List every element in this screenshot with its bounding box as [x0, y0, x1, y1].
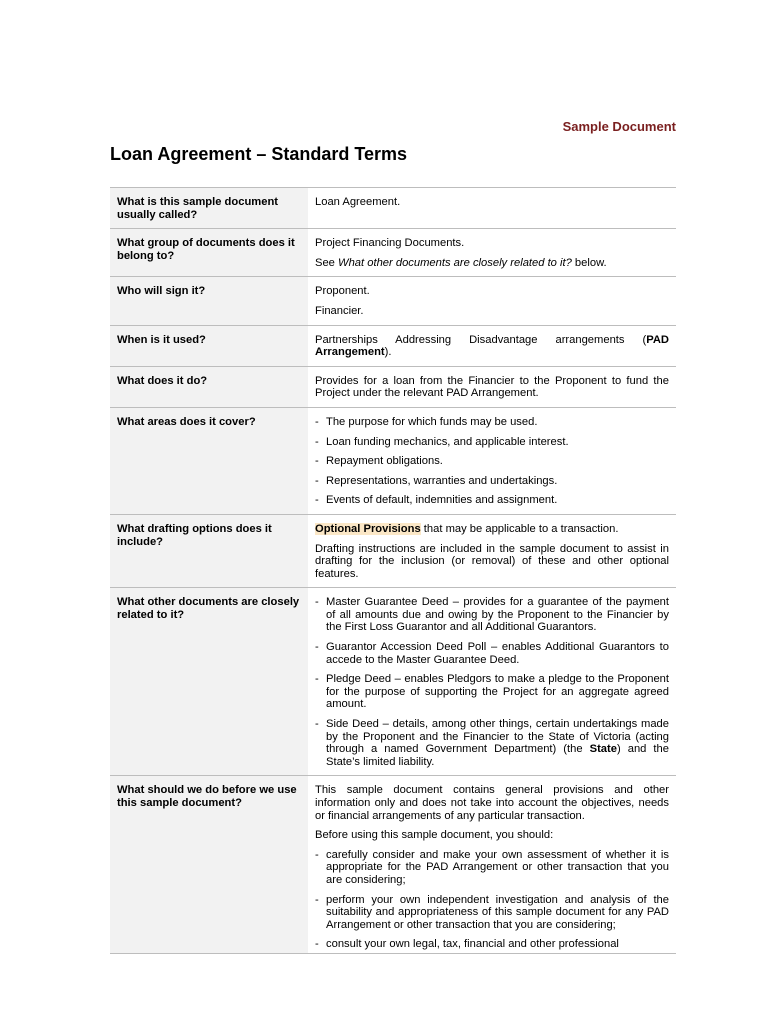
answer-text: Loan Agreement.: [315, 196, 401, 208]
row-question: When is it used?: [110, 325, 308, 366]
list-item: - carefully consider and make your own assessment of whether it is appropriate for the PAD Arrangement or other transaction that you are considering;: [315, 849, 669, 887]
row-answer: [308, 588, 676, 776]
sample-document-label: Sample Document: [562, 119, 676, 134]
row-answer: [308, 277, 676, 325]
question-text: What should we do before we use this sample document?: [117, 784, 297, 809]
related-documents-list: [315, 596, 669, 768]
row-question: Who will sign it?: [110, 277, 308, 325]
table-row: [110, 407, 676, 514]
list-item: - The purpose for which funds may be used.: [315, 416, 669, 429]
list-item: - Repayment obligations.: [315, 455, 669, 468]
list-item: - Pledge Deed – enables Pledgors to make a pledge to the Proponent for the purpose of supporting the Project for an aggregate agreed amount.: [315, 673, 669, 711]
table-row: [110, 325, 676, 366]
list-item: - Loan funding mechanics, and applicable interest.: [315, 436, 669, 449]
answer-text: [315, 257, 669, 270]
table-row: [110, 229, 676, 277]
row-question: What other documents are closely related to it?: [110, 588, 308, 776]
row-answer: [308, 776, 676, 954]
answer-text-part: below.: [571, 256, 607, 269]
answer-text: [315, 334, 669, 359]
answer-text: Project Financing Documents.: [315, 237, 465, 250]
answer-text-part: that may be applicable to a transaction.: [420, 522, 619, 535]
row-question: What drafting options does it include?: [110, 514, 308, 587]
table-row: [110, 514, 676, 587]
page-title: Loan Agreement – Standard Terms: [110, 144, 408, 164]
table-row: [110, 277, 676, 325]
list-item: - Master Guarantee Deed – provides for a guarantee of the payment of all amounts due and owing by the Proponent to the Financier by the First Loss Guarantor and all Additional Guarantors.: [315, 596, 669, 634]
table-row: [110, 588, 676, 776]
coverage-list: [315, 416, 669, 507]
row-question: [110, 776, 308, 954]
answer-clip: [315, 784, 669, 953]
summary-table: [110, 187, 676, 954]
list-item: - Representations, warranties and undertakings.: [315, 475, 669, 488]
answer-text: Drafting instructions are included in the sample document to assist in drafting for the inclusion (or removal) of these and other optional features.: [315, 542, 669, 580]
row-question: What is this sample document usually called?: [110, 188, 308, 229]
row-answer: [308, 229, 676, 277]
answer-text: This sample document contains general provisions and other information only and does not take into account the objectives, needs or financial arrangements of any particular transaction.: [315, 784, 669, 822]
answer-text: Financier.: [315, 304, 364, 317]
row-answer: [308, 366, 676, 407]
list-item: - perform your own independent investigation and analysis of the suitability and appropriateness of this sample document for any PAD Arrangement or other transaction that you are considering;: [315, 894, 669, 932]
answer-text: [315, 523, 669, 536]
list-item-text: ) and the State’s limited liability.: [326, 743, 669, 768]
answer-text: Proponent.: [315, 285, 370, 298]
list-item: [315, 718, 669, 768]
table-row: [110, 366, 676, 407]
defined-term: State: [589, 743, 617, 756]
cross-reference: What other documents are closely related to it?: [338, 256, 572, 269]
table-row: [110, 776, 676, 954]
row-question: What does it do?: [110, 366, 308, 407]
row-answer: [308, 514, 676, 587]
row-answer: [308, 188, 676, 229]
row-answer: [308, 325, 676, 366]
list-item: - consult your own legal, tax, financial and other professional: [315, 938, 669, 951]
answer-text-part: ).: [384, 346, 392, 359]
precautions-list: [315, 849, 669, 951]
answer-text: Before using this sample document, you should:: [315, 829, 554, 842]
optional-provisions-highlight: Optional Provisions: [315, 522, 421, 535]
row-question: What areas does it cover?: [110, 407, 308, 514]
defined-term: PAD Arrangement: [315, 333, 669, 359]
row-question: What group of documents does it belong to?: [110, 229, 308, 277]
row-answer: [308, 407, 676, 514]
answer-text: Provides for a loan from the Financier to the Proponent to fund the Project under the relevant PAD Arrangement.: [315, 374, 669, 400]
list-item: - Guarantor Accession Deed Poll – enables Additional Guarantors to accede to the Master Guarantee Deed.: [315, 641, 669, 666]
table-row: [110, 188, 676, 229]
list-item: - Events of default, indemnities and assignment.: [315, 494, 669, 507]
list-item-text: Side Deed – details, among other things, certain undertakings made by the Proponent and the Financier to the State of Victoria (acting through a named Government Department) (the: [326, 718, 669, 756]
answer-text-part: See: [315, 256, 339, 269]
answer-text-part: Partnerships Addressing Disadvantage arrangements (: [315, 333, 647, 346]
